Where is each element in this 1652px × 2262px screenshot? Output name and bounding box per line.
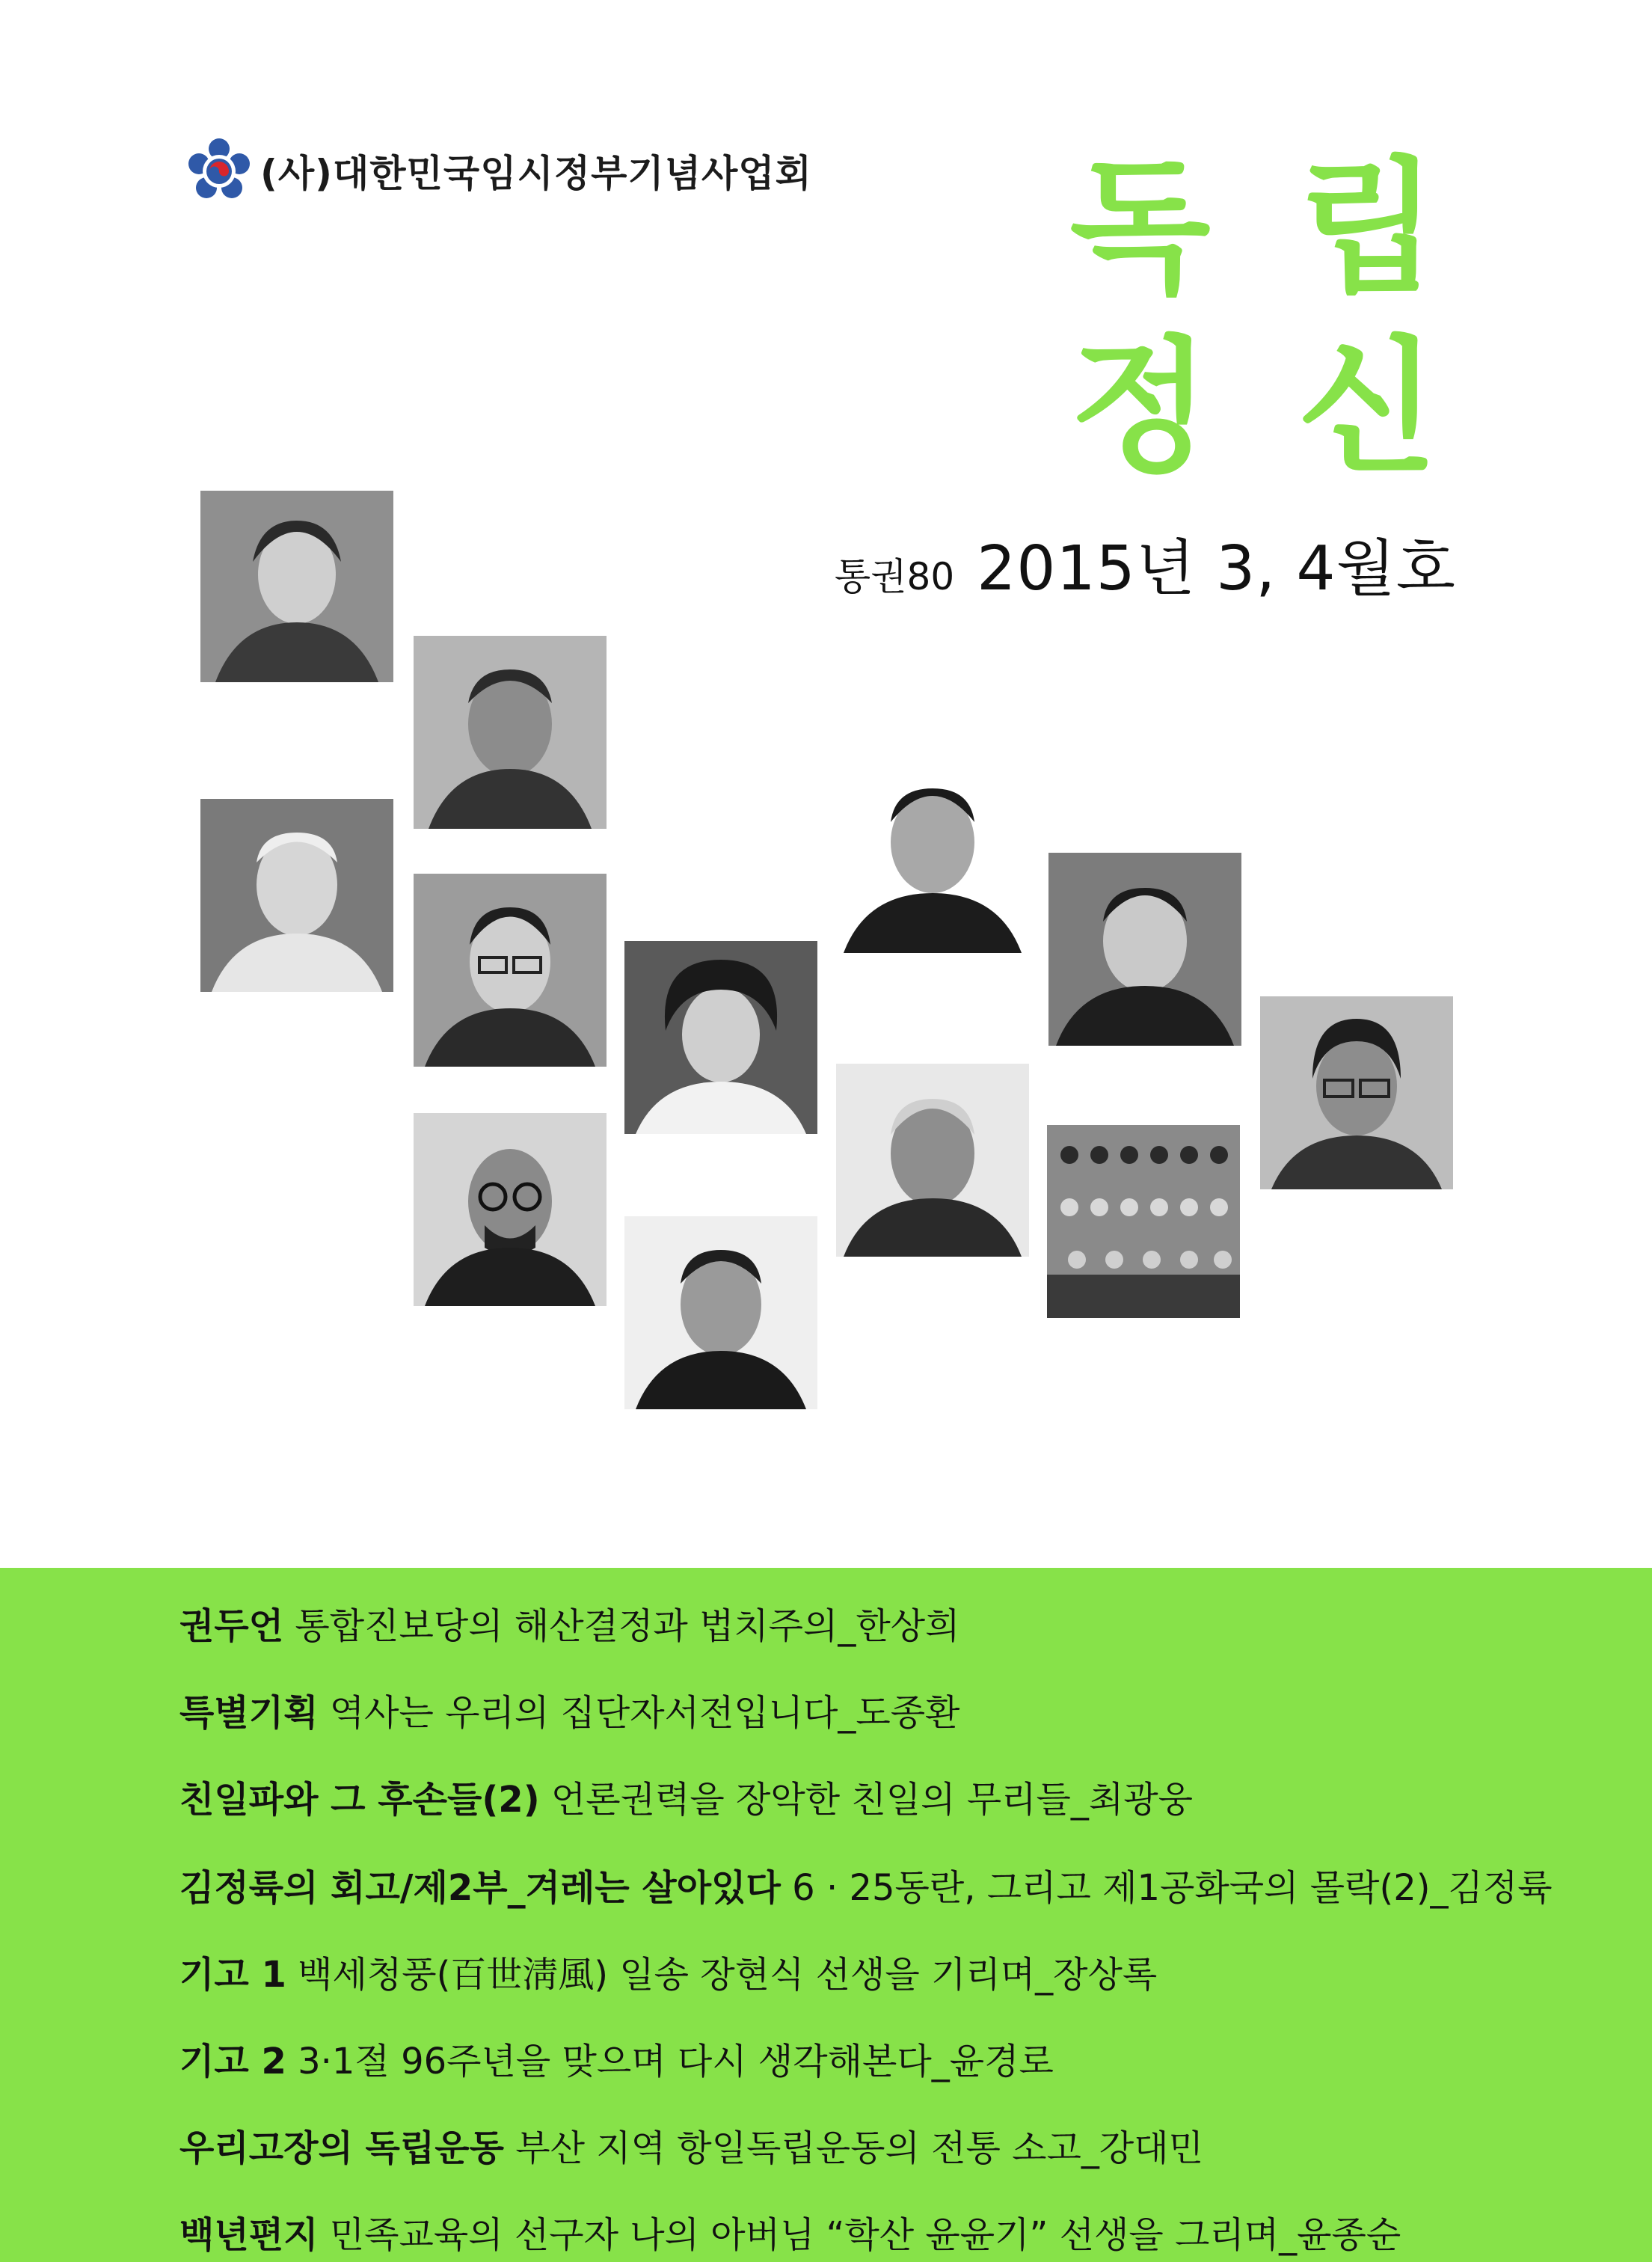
portrait-man-5 bbox=[624, 1216, 817, 1409]
toc-category: 친일파와 그 후손들(2) bbox=[179, 1779, 540, 1821]
toc-title: 3·1절 96주년을 맞으며 다시 생각해본다_윤경로 bbox=[298, 2041, 1054, 2082]
portrait-woman-1 bbox=[200, 491, 393, 682]
toc-category: 백년편지 bbox=[179, 2214, 319, 2256]
toc-category: 김정륙의 회고/제2부_겨레는 살아있다 bbox=[179, 1867, 781, 1909]
taeguk-emblem-icon bbox=[187, 138, 251, 203]
portrait-man-9 bbox=[1260, 996, 1453, 1189]
toc-title: 민족교육의 선구자 나의 아버님 “학산 윤윤기” 선생을 그리며_윤종순 bbox=[329, 2214, 1401, 2256]
portrait-man-7 bbox=[836, 1064, 1029, 1257]
table-of-contents bbox=[0, 1568, 1652, 2262]
toc-item[interactable] bbox=[179, 2039, 1054, 2084]
toc-category: 권두언 bbox=[179, 1605, 284, 1647]
toc-item[interactable] bbox=[179, 1777, 1193, 1822]
portrait-man-1 bbox=[414, 636, 607, 829]
toc-item[interactable] bbox=[179, 1691, 960, 1735]
magazine-title bbox=[1069, 138, 1456, 497]
toc-title: 백세청풍(百世淸風) 일송 장현식 선생을 기리며_장상록 bbox=[298, 1954, 1158, 1996]
toc-title: 통합진보당의 해산결정과 법치주의_한상희 bbox=[295, 1605, 960, 1647]
title-line-1: 독 립 bbox=[1069, 143, 1456, 313]
toc-title: 6 · 25동란, 그리고 제1공화국의 몰락(2)_김정륙 bbox=[792, 1867, 1553, 1909]
group-photo bbox=[1047, 1125, 1240, 1318]
toc-category: 기고 1 bbox=[179, 1954, 286, 1996]
portrait-man-4 bbox=[414, 1113, 607, 1306]
toc-item[interactable] bbox=[179, 1866, 1553, 1910]
portrait-woman-2 bbox=[624, 941, 817, 1134]
portrait-man-8 bbox=[1048, 853, 1241, 1046]
portrait-man-3 bbox=[414, 874, 607, 1067]
volume-number: 통권80 bbox=[834, 555, 955, 598]
portrait-man-6 bbox=[836, 758, 1029, 953]
portrait-man-2 bbox=[200, 799, 393, 992]
toc-item[interactable] bbox=[179, 2126, 1203, 2171]
issue-date: 2015년 3, 4월호 bbox=[977, 533, 1456, 604]
issue-info bbox=[835, 520, 1456, 607]
org-logo bbox=[187, 138, 812, 203]
toc-item[interactable] bbox=[179, 1604, 960, 1649]
toc-title: 역사는 우리의 집단자서전입니다_도종환 bbox=[329, 1692, 960, 1734]
title-line-2: 정 신 bbox=[1069, 322, 1456, 492]
toc-item[interactable] bbox=[179, 1952, 1157, 1997]
toc-category: 기고 2 bbox=[179, 2041, 286, 2082]
org-name: (사)대한민국임시정부기념사업회 bbox=[260, 152, 812, 195]
toc-title: 부산 지역 항일독립운동의 전통 소고_강대민 bbox=[515, 2127, 1203, 2169]
toc-title: 언론권력을 장악한 친일의 무리들_최광웅 bbox=[550, 1779, 1193, 1821]
toc-item[interactable] bbox=[179, 2213, 1401, 2258]
toc-category: 특별기획 bbox=[179, 1692, 319, 1734]
toc-category: 우리고장의 독립운동 bbox=[179, 2127, 505, 2169]
